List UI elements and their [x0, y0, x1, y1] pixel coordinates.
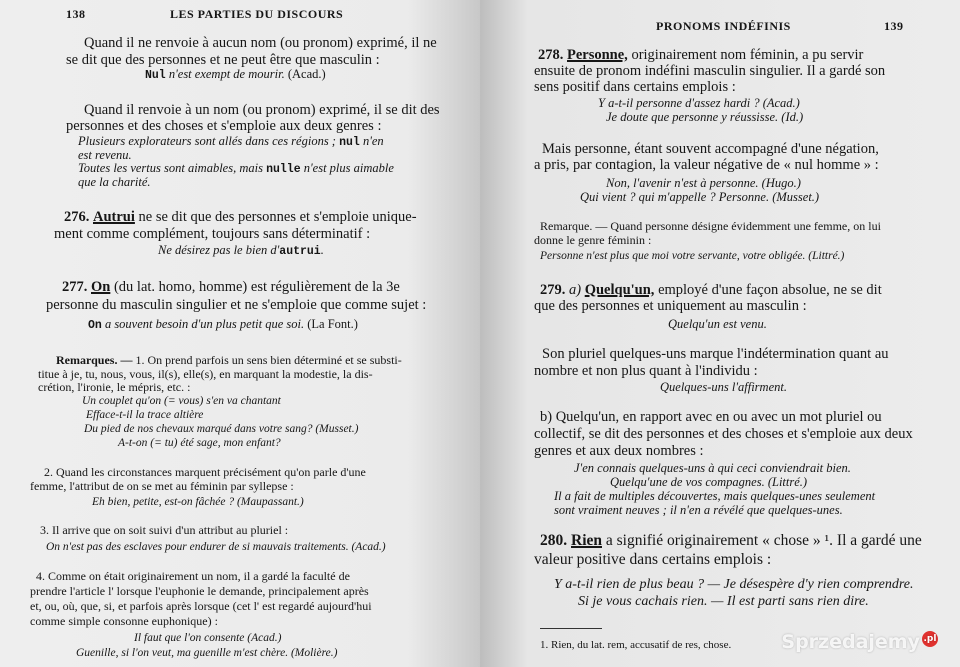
section-279-example-2: Quelques-uns l'affirment.: [660, 380, 787, 394]
example-nulle: Toutes les vertus sont aimables, mais nulle n'est plus aimable: [78, 161, 394, 176]
section-278-example-1: Y a-t-il personne d'assez hardi ? (Acad.): [598, 96, 800, 110]
section-279-b-example-3: Il a fait de multiples découvertes, mais quelques-unes seulement: [554, 489, 876, 503]
section-279-pluriel-line-2: nombre et non plus quant à l'individu :: [534, 363, 758, 379]
poem-line-1: Un couplet qu'on (= vous) s'en va chantant: [82, 395, 281, 407]
poem-line-3: Du pied de nos chevaux marqué dans votre sang? (Musset.): [84, 423, 359, 435]
section-278-example-2: Je doute que personne y réussisse. (Id.): [606, 110, 804, 124]
footnote: 1. Rien, du lat. rem, accusatif de res, chose.: [540, 639, 732, 651]
remarques-line-1: Remarques. — 1. On prend parfois un sens bien déterminé et se substi-: [56, 353, 402, 367]
section-279-b-example-4: sont vraiment neuves ; il n'en a révélé que quelques-unes.: [554, 503, 843, 517]
section-279-b-example-1: J'en connais quelques-uns à qui ceci conviendrait bien.: [574, 461, 851, 475]
section-278-mais-line-1: Mais personne, étant souvent accompagné d'une négation,: [542, 141, 879, 157]
section-276-example: Ne désirez pas le bien d'autrui.: [158, 243, 324, 258]
section-277-line-2: personne du masculin singulier et ne s'emploie que comme sujet :: [46, 297, 427, 313]
remarque-3-line: 3. Il arrive que on soit suivi d'un attribut au pluriel :: [40, 523, 289, 537]
remarque-4-line-2: prendre l'article l' lorsque l'euphonie le demande, principalement après: [30, 584, 369, 598]
page-number-right: 139: [884, 19, 904, 33]
right-page: [480, 0, 960, 667]
poem-line-2: Efface-t-il la trace altière: [86, 409, 204, 421]
section-278-mais-line-2: a pris, par contagion, la valeur négative de « nul homme » :: [534, 157, 879, 173]
page-number-left: 138: [66, 7, 86, 21]
remarque-4-line-1: 4. Comme on était originairement un nom, il a gardé la faculté de: [36, 569, 350, 583]
intro-line-2: se dit que des personnes et ne peut être que masculin :: [66, 52, 380, 68]
section-276-heading: 276. Autrui ne se dit que des personnes et s'emploie unique-: [64, 209, 417, 225]
section-279-b-example-2: Quelqu'une de vos compagnes. (Littré.): [610, 475, 808, 489]
remarque-2-line-2: femme, l'attribut de on se met au féminin par syllepse :: [30, 479, 294, 493]
section-278-heading: 278. Personne, originairement nom féminin, a pu servir: [538, 47, 864, 63]
para2-line-2: personnes et des choses et s'emploie aux deux genres :: [66, 118, 382, 134]
remarque-2-line-1: 2. Quand les circonstances marquent précisément qu'on parle d'une: [44, 465, 366, 479]
section-279-b-line-2: collectif, se dit des personnes et des choses et s'emploie aux deux: [534, 426, 913, 442]
section-278-line-2: ensuite de pronom indéfini masculin singulier. Il a gardé son: [534, 63, 886, 79]
section-279-example-1: Quelqu'un est venu.: [668, 317, 767, 331]
remarques-line-3: crétion, l'ironie, le mépris, etc. :: [38, 380, 191, 394]
footnote-separator: [540, 628, 602, 629]
section-278-remarque-line-1: Remarque. — Quand personne désigne évidemment une femme, on lui: [540, 219, 881, 233]
section-276-line-2: ment comme complément, toujours sans déterminatif :: [54, 226, 371, 242]
remarque-4-example-2: Guenille, si l'on veut, ma guenille m'est chère. (Molière.): [76, 647, 338, 659]
example-nul-2-cont: est revenu.: [78, 148, 132, 162]
remarque-4-example-1: Il faut que l'on consente (Acad.): [134, 632, 282, 644]
watermark-logo: Sprzedajemy .pl: [781, 631, 937, 653]
section-280-heading: 280. Rien a signifié originairement « chose » ¹. Il a gardé une: [540, 532, 922, 549]
section-278-remarque-line-2: donne le genre féminin :: [534, 233, 652, 247]
section-279-pluriel-line-1: Son pluriel quelques-uns marque l'indétermination quant au: [542, 346, 889, 362]
remarque-4-line-4: comme simple consonne euphonique) :: [30, 614, 218, 628]
section-279-b-line-3: genres et aux deux nombres :: [534, 443, 704, 459]
section-280-line-2: valeur positive dans certains emplois :: [534, 551, 772, 568]
section-279-heading: 279. a) Quelqu'un, employé d'une façon absolue, ne se dit: [540, 282, 882, 298]
section-277-example: On a souvent besoin d'un plus petit que soi. (La Font.): [88, 317, 358, 332]
section-279-b-line-1: b) Quelqu'un, en rapport avec en ou avec un mot pluriel ou: [540, 409, 882, 425]
running-title-right: PRONOMS INDÉFINIS: [656, 19, 791, 33]
poem-line-4: A-t-on (= tu) été sage, mon enfant?: [118, 437, 281, 449]
section-277-heading: 277. On (du lat. homo, homme) est régulièrement de la 3e: [62, 279, 400, 295]
section-278-example-3: Non, l'avenir n'est à personne. (Hugo.): [606, 176, 801, 190]
intro-line-1: Quand il ne renvoie à aucun nom (ou pronom) exprimé, il ne: [84, 35, 437, 51]
remarque-3-example: On n'est pas des esclaves pour endurer de si mauvais traitements. (Acad.): [46, 541, 386, 553]
section-278-remarque-example: Personne n'est plus que moi votre servante, votre obligée. (Littré.): [540, 250, 845, 262]
example-nul: Nul n'est exempt de mourir. (Acad.): [145, 67, 326, 82]
para2-line-1: Quand il renvoie à un nom (ou pronom) exprimé, il se dit des: [84, 102, 440, 118]
section-280-example-1: Y a-t-il rien de plus beau ? — Je désespère d'y rien comprendre.: [554, 577, 914, 592]
section-279-line-2: que des personnes et uniquement au masculin :: [534, 298, 807, 314]
running-title-left: LES PARTIES DU DISCOURS: [170, 7, 344, 21]
remarque-4-line-3: et, ou, où, que, si, et parfois après lorsque (cet l' est regardé aujourd'hui: [30, 599, 372, 613]
section-278-line-3: sens positif dans certains emplois :: [534, 79, 736, 95]
example-nul-2: Plusieurs explorateurs sont allés dans ces régions ; nul n'en: [78, 134, 384, 149]
remarques-line-2: titue à je, tu, nous, vous, il(s), elle(s), en marquant la modestie, la dis-: [38, 367, 373, 381]
section-280-example-2: Si je vous cachais rien. — Il est parti sans rien dire.: [578, 594, 869, 609]
remarque-2-example: Eh bien, petite, est-on fâchée ? (Maupassant.): [92, 496, 304, 508]
section-278-example-4: Qui vient ? qui m'appelle ? Personne. (Musset.): [580, 190, 820, 204]
example-nulle-cont: que la charité.: [78, 175, 151, 189]
